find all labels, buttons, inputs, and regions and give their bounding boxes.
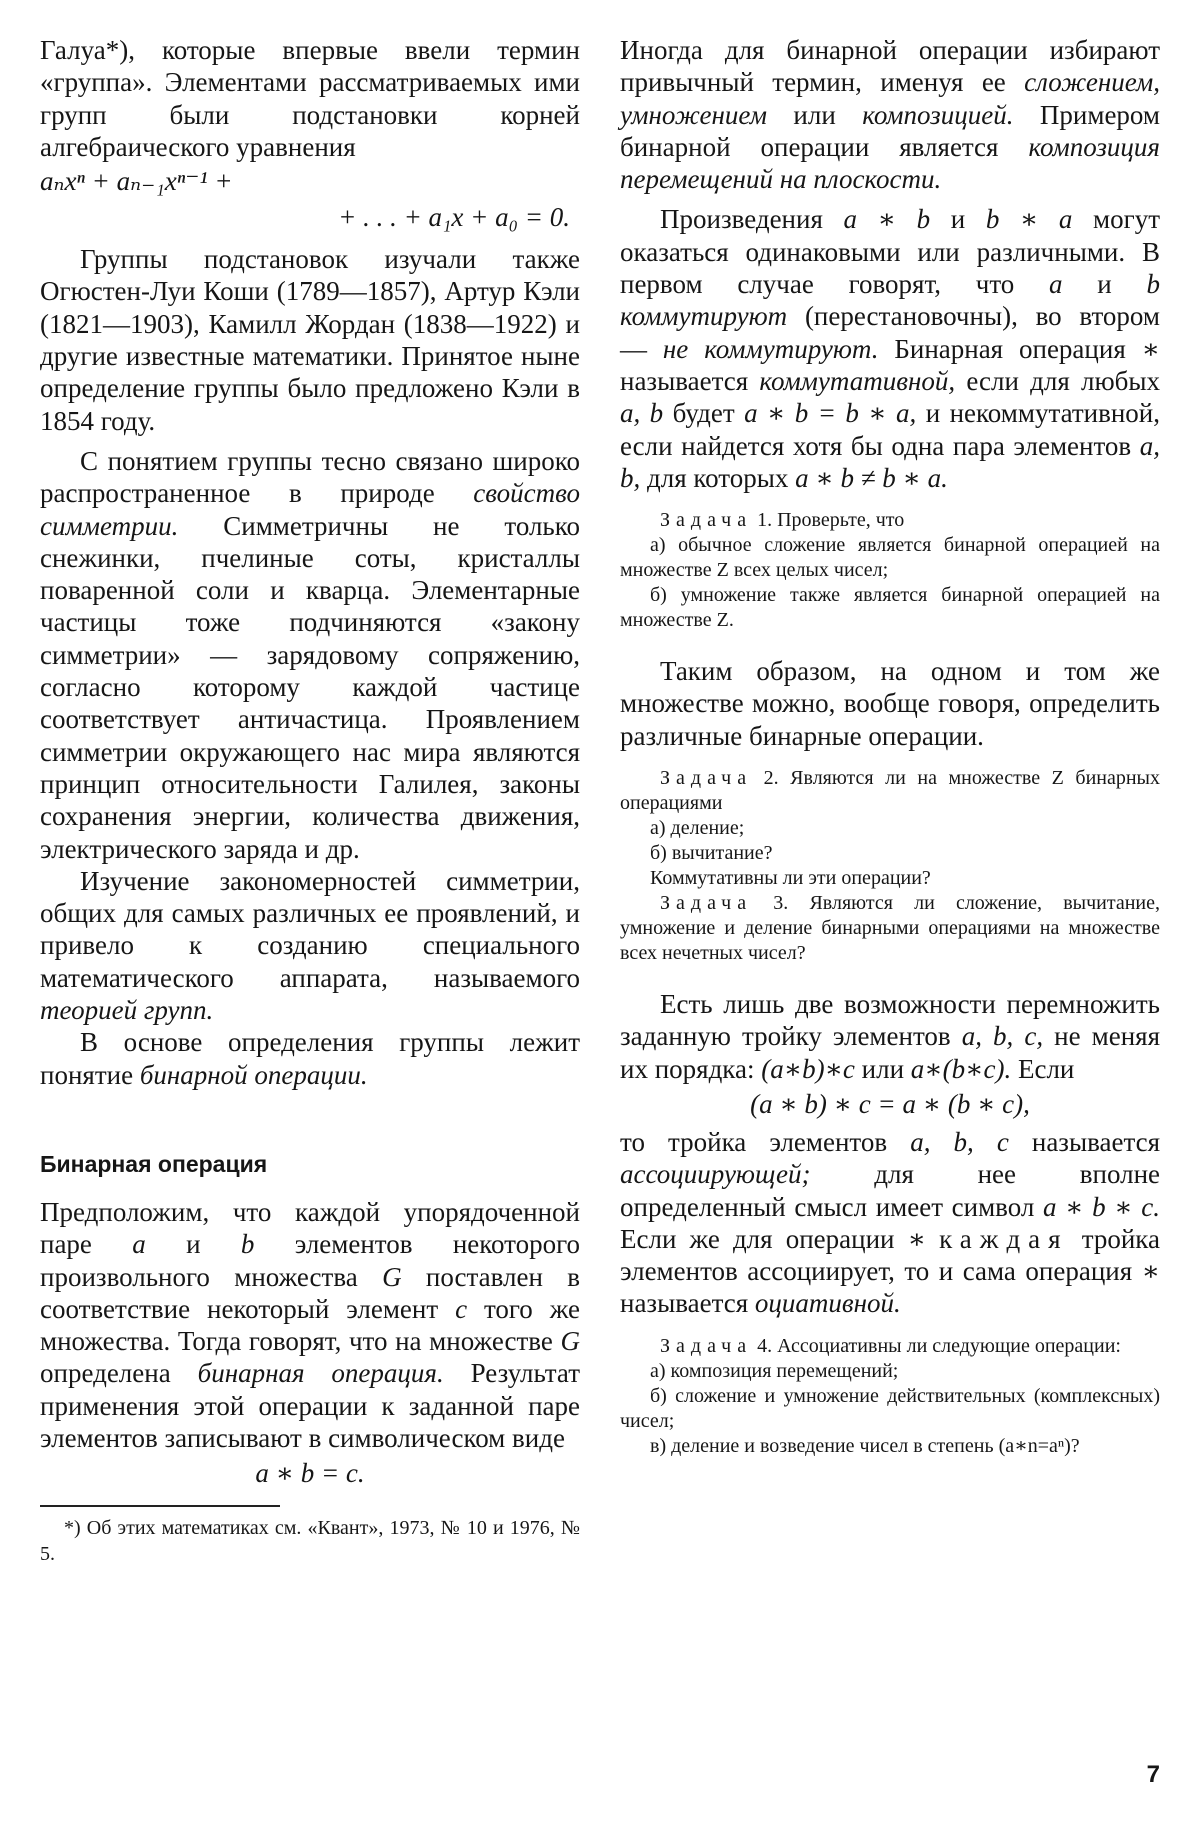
page-number: 7: [1146, 1761, 1160, 1788]
paragraph-group-theory: Изучение закономерностей симметрии, общих для самых различных ее проявлений, и привело к созданию специального математического аппарата, называемого теорией групп.: [40, 865, 580, 1026]
task-1-item-a: а) обычное сложение является бинарной операцией на множестве Z всех целых чисел;: [620, 534, 1160, 582]
paragraph-galois: Галуа*), которые впервые ввели термин «группа». Элементами рассматриваемых ими групп были подстановки корней алгебраического уравнения: [40, 35, 580, 162]
task-2-item-a: а) деление;: [650, 817, 745, 840]
footnote: *) Об этих математиках см. «Квант», 1973, № 10 и 1976, № 5.: [40, 1517, 580, 1566]
paragraph-operation-terms: Иногда для бинарной операции избирают привычный термин, именуя ее сложением, умножением или композицией. Примером бинарной операции является композиция перемещений на плоскости.: [620, 35, 1160, 195]
left-column: [40, 34, 580, 1567]
paragraph-permutation-groups: Группы подстановок изучали также Огюстен-Луи Коши (1789—1857), Артур Кэли (1821—1903), Камилл Жордан (1838—1922) и другие известные математики. Принятое ныне определение группы было предложено Кэли в 1854 году.: [40, 244, 580, 436]
task-4-item-a: а) композиция перемещений;: [650, 1359, 899, 1382]
task-1: [620, 508, 1160, 633]
footnote-divider: [40, 1505, 280, 1507]
paragraph-associative: то тройка элементов a, b, c называется ассоциирующей; для нее вполне определенный смысл имеет символ a ∗ b ∗ c. Если же для операции ∗ каждая тройка элементов ассоциирует, то и сама операция ∗ называется оциативной.: [620, 1126, 1161, 1319]
formula-associativity: (a ∗ b) ∗ c = a ∗ (b ∗ c),: [750, 1088, 1030, 1119]
task-1-item-b: б) умножение также является бинарной операцией на множестве Z.: [620, 584, 1160, 632]
task-2-question: Коммутативны ли эти операции?: [650, 867, 931, 890]
right-column: [620, 34, 1160, 1481]
polynomial-line-1: aₙxⁿ + aₙ₋₁xⁿ⁻¹ +: [40, 166, 233, 197]
section-heading-binary-operation: Бинарная операция: [40, 1150, 268, 1177]
task-4-item-b: б) сложение и умножение действительных (комплексных) чисел;: [620, 1384, 1160, 1432]
task-3-title: Задача 3. Являются ли сложение, вычитание, умножение и деление бинарными операциями на множестве всех нечетных чисел?: [620, 892, 1160, 965]
task-2-item-b: б) вычитание?: [650, 842, 773, 865]
task-4: [620, 1334, 1160, 1459]
polynomial-equation: [40, 163, 580, 235]
polynomial-line-2: + . . . + a₁x + a₀ = 0.: [338, 202, 570, 233]
paragraph-symmetry: С понятием группы тесно связано широко распространенное в природе свойство симметрии. Симметричны не только снежинки, пчелиные соты, кристаллы поваренной соли и кварца. Элементарные частицы тоже подчиняются «закону симметрии» — зарядовому сопряжению, согласно которому каждой частице соответствует античастица. Проявлением симметрии окружающего нас мира являются принцип относительности Галилея, законы сохранения энергии, количества движения, электрического заряда и др.: [40, 445, 580, 864]
paragraph-binary-operation-basis: В основе определения группы лежит понятие бинарной операции.: [40, 1027, 580, 1090]
paragraph-binary-definition: Предположим, что каждой упорядоченной паре a и b элементов некоторого произвольного множества G поставлен в соответствие некоторый элемент c того же множества. Тогда говорят, что на множестве G определена бинарная операция. Результат применения этой операции к заданной паре элементов записывают в символическом виде: [40, 1196, 580, 1453]
task-1-title: Задача 1. Проверьте, что: [660, 509, 905, 532]
task-2: [620, 766, 1160, 966]
paragraph-triple-product: Есть лишь две возможности перемножить заданную тройку элементов a, b, c, не меняя их порядка: (a∗b)∗c или a∗(b∗c). Если: [620, 989, 1160, 1084]
formula-a-star-b-equals-c: a ∗ b = c.: [255, 1458, 365, 1489]
paragraph-different-operations: Таким образом, на одном и том же множестве можно, вообще говоря, определить различные бинарные операции.: [620, 656, 1160, 751]
paragraph-commutativity: Произведения a ∗ b и b ∗ a могут оказаться одинаковыми или различными. В первом случае говорят, что a и b коммутируют (перестановочны), во втором — не коммутируют. Бинарная операция ∗ называется коммутативной, если для любых a, b будет a ∗ b = b ∗ a, и некоммутативной, если найдется хотя бы одна пара элементов a, b, для которых a ∗ b ≠ b ∗ a.: [620, 204, 1161, 493]
task-4-item-c: в) деление и возведение чисел в степень (a∗n=aⁿ)?: [650, 1434, 1080, 1457]
task-2-title: Задача 2. Являются ли на множестве Z бинарных операциями: [620, 767, 1160, 815]
task-4-title: Задача 4. Ассоциативны ли следующие операции:: [660, 1334, 1121, 1357]
